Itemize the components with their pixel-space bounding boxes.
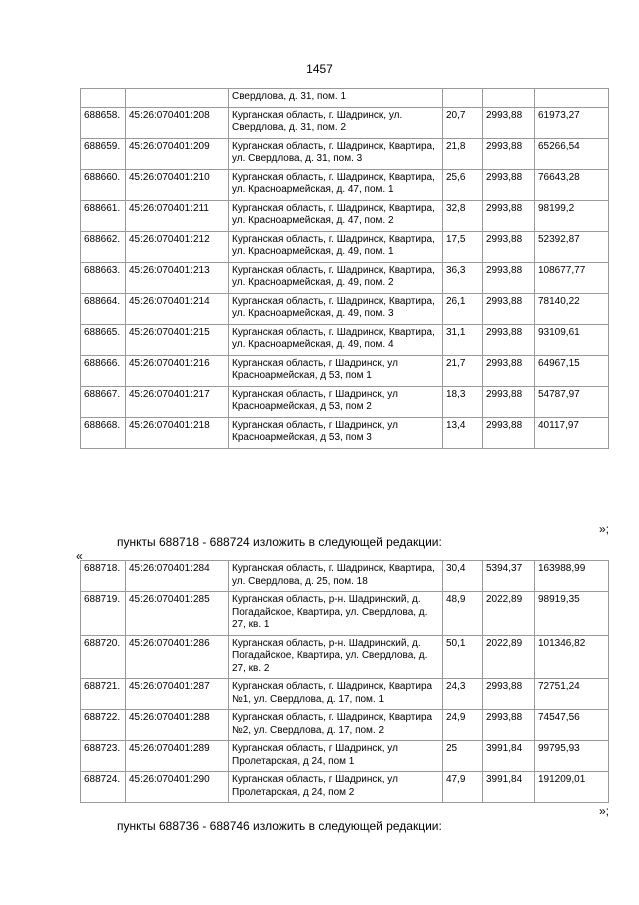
row-number-cell [81, 89, 126, 108]
row-number-cell: 688724. [81, 772, 126, 803]
specific-value-cell: 2993,88 [483, 231, 535, 262]
table-row [81, 741, 609, 772]
table-row [81, 561, 609, 592]
registry-table-2-body [81, 561, 609, 803]
specific-value-cell: 2993,88 [483, 417, 535, 448]
cadastral-value-cell: 52392,87 [535, 231, 609, 262]
specific-value-cell: 2993,88 [483, 262, 535, 293]
table-row [81, 710, 609, 741]
cadastral-value-cell [535, 89, 609, 108]
area-cell: 13,4 [443, 417, 483, 448]
cadastral-value-cell: 98199,2 [535, 200, 609, 231]
area-cell: 20,7 [443, 107, 483, 138]
area-cell: 26,1 [443, 293, 483, 324]
area-cell: 31,1 [443, 324, 483, 355]
area-cell: 17,5 [443, 231, 483, 262]
address-cell: Курганская область, г. Шадринск, Квартира, ул. Свердлова, д. 31, пом. 3 [229, 138, 443, 169]
table-row [81, 592, 609, 636]
address-cell: Курганская область, г. Шадринск, Квартира №2, ул. Свердлова, д. 17, пом. 2 [229, 710, 443, 741]
cadastral-number-cell: 45:26:070401:287 [126, 679, 229, 710]
cadastral-value-cell: 163988,99 [535, 561, 609, 592]
table-row [81, 417, 609, 448]
table-row [81, 324, 609, 355]
cadastral-value-cell: 72751,24 [535, 679, 609, 710]
row-number-cell: 688723. [81, 741, 126, 772]
address-cell: Курганская область, г. Шадринск, Квартира, ул. Красноармейская, д. 49, пом. 3 [229, 293, 443, 324]
table-row [81, 169, 609, 200]
address-cell: Курганская область, г. Шадринск, Квартира №1, ул. Свердлова, д. 17, пом. 1 [229, 679, 443, 710]
table-row [81, 262, 609, 293]
address-cell: Свердлова, д. 31, пом. 1 [229, 89, 443, 108]
row-number-cell: 688664. [81, 293, 126, 324]
specific-value-cell: 2993,88 [483, 355, 535, 386]
row-number-cell: 688658. [81, 107, 126, 138]
address-cell: Курганская область, г. Шадринск, ул. Свердлова, д. 31, пом. 2 [229, 107, 443, 138]
specific-value-cell: 2993,88 [483, 386, 535, 417]
table-row [81, 386, 609, 417]
specific-value-cell: 2022,89 [483, 592, 535, 636]
area-cell: 48,9 [443, 592, 483, 636]
cadastral-number-cell: 45:26:070401:218 [126, 417, 229, 448]
row-number-cell: 688667. [81, 386, 126, 417]
area-cell: 25,6 [443, 169, 483, 200]
address-cell: Курганская область, г Шадринск, ул Пролетарская, д 24, пом 2 [229, 772, 443, 803]
cadastral-value-cell: 54787,97 [535, 386, 609, 417]
cadastral-value-cell: 78140,22 [535, 293, 609, 324]
cadastral-value-cell: 101346,82 [535, 635, 609, 679]
row-number-cell: 688662. [81, 231, 126, 262]
specific-value-cell [483, 89, 535, 108]
row-number-cell: 688668. [81, 417, 126, 448]
table-row [81, 200, 609, 231]
cadastral-number-cell: 45:26:070401:211 [126, 200, 229, 231]
registry-table-1 [80, 88, 609, 449]
area-cell: 30,4 [443, 561, 483, 592]
table-row [81, 355, 609, 386]
cadastral-number-cell [126, 89, 229, 108]
row-number-cell: 688660. [81, 169, 126, 200]
cadastral-number-cell: 45:26:070401:210 [126, 169, 229, 200]
specific-value-cell: 2022,89 [483, 635, 535, 679]
area-cell: 36,3 [443, 262, 483, 293]
specific-value-cell: 5394,37 [483, 561, 535, 592]
area-cell: 21,7 [443, 355, 483, 386]
cadastral-value-cell: 40117,97 [535, 417, 609, 448]
area-cell: 50,1 [443, 635, 483, 679]
area-cell: 18,3 [443, 386, 483, 417]
row-number-cell: 688721. [81, 679, 126, 710]
address-cell: Курганская область, г. Шадринск, Квартира, ул. Красноармейская, д. 49, пом. 2 [229, 262, 443, 293]
cadastral-value-cell: 93109,61 [535, 324, 609, 355]
cadastral-number-cell: 45:26:070401:215 [126, 324, 229, 355]
cadastral-number-cell: 45:26:070401:217 [126, 386, 229, 417]
row-number-cell: 688719. [81, 592, 126, 636]
registry-table-1-body [81, 89, 609, 449]
cadastral-value-cell: 61973,27 [535, 107, 609, 138]
address-cell: Курганская область, р-н. Шадринский, д. Погадайское, Квартира, ул. Свердлова, д. 27, кв. 2 [229, 635, 443, 679]
address-cell: Курганская область, г Шадринск, ул Красноармейская, д 53, пом 1 [229, 355, 443, 386]
cadastral-number-cell: 45:26:070401:213 [126, 262, 229, 293]
address-cell: Курганская область, г. Шадринск, Квартира, ул. Красноармейская, д. 49, пом. 4 [229, 324, 443, 355]
row-number-cell: 688722. [81, 710, 126, 741]
specific-value-cell: 2993,88 [483, 138, 535, 169]
cadastral-number-cell: 45:26:070401:209 [126, 138, 229, 169]
cadastral-number-cell: 45:26:070401:214 [126, 293, 229, 324]
cadastral-number-cell: 45:26:070401:208 [126, 107, 229, 138]
area-cell [443, 89, 483, 108]
table-row [81, 89, 609, 108]
closing-quote: »; [598, 804, 609, 818]
address-cell: Курганская область, г Шадринск, ул Красноармейская, д 53, пом 2 [229, 386, 443, 417]
area-cell: 24,9 [443, 710, 483, 741]
row-number-cell: 688718. [81, 561, 126, 592]
address-cell: Курганская область, р-н. Шадринский, д. Погадайское, Квартира, ул. Свердлова, д. 27, кв. 1 [229, 592, 443, 636]
specific-value-cell: 2993,88 [483, 710, 535, 741]
cadastral-value-cell: 108677,77 [535, 262, 609, 293]
cadastral-value-cell: 65266,54 [535, 138, 609, 169]
area-cell: 47,9 [443, 772, 483, 803]
table-row [81, 635, 609, 679]
area-cell: 32,8 [443, 200, 483, 231]
address-cell: Курганская область, г. Шадринск, Квартира, ул. Красноармейская, д. 47, пом. 1 [229, 169, 443, 200]
row-number-cell: 688720. [81, 635, 126, 679]
closing-quote: »; [598, 522, 609, 536]
cadastral-number-cell: 45:26:070401:290 [126, 772, 229, 803]
address-cell: Курганская область, г Шадринск, ул Пролетарская, д 24, пом 1 [229, 741, 443, 772]
cadastral-value-cell: 74547,56 [535, 710, 609, 741]
cadastral-number-cell: 45:26:070401:216 [126, 355, 229, 386]
cadastral-value-cell: 98919,35 [535, 592, 609, 636]
row-number-cell: 688665. [81, 324, 126, 355]
cadastral-number-cell: 45:26:070401:286 [126, 635, 229, 679]
specific-value-cell: 2993,88 [483, 169, 535, 200]
page-number: 1457 [306, 62, 333, 76]
row-number-cell: 688659. [81, 138, 126, 169]
specific-value-cell: 2993,88 [483, 324, 535, 355]
specific-value-cell: 2993,88 [483, 293, 535, 324]
address-cell: Курганская область, г Шадринск, ул Красноармейская, д 53, пом 3 [229, 417, 443, 448]
area-cell: 25 [443, 741, 483, 772]
specific-value-cell: 2993,88 [483, 679, 535, 710]
address-cell: Курганская область, г. Шадринск, Квартира, ул. Красноармейская, д. 49, пом. 1 [229, 231, 443, 262]
table-row [81, 107, 609, 138]
cadastral-value-cell: 191209,01 [535, 772, 609, 803]
specific-value-cell: 2993,88 [483, 107, 535, 138]
opening-quote: « [76, 549, 83, 563]
table-row [81, 231, 609, 262]
cadastral-value-cell: 76643,28 [535, 169, 609, 200]
specific-value-cell: 3991,84 [483, 741, 535, 772]
row-number-cell: 688661. [81, 200, 126, 231]
cadastral-number-cell: 45:26:070401:285 [126, 592, 229, 636]
cadastral-number-cell: 45:26:070401:289 [126, 741, 229, 772]
area-cell: 24,3 [443, 679, 483, 710]
table-row [81, 293, 609, 324]
cadastral-value-cell: 99795,93 [535, 741, 609, 772]
address-cell: Курганская область, г. Шадринск, Квартира, ул. Свердлова, д. 25, пом. 18 [229, 561, 443, 592]
table-row [81, 679, 609, 710]
area-cell: 21,8 [443, 138, 483, 169]
cadastral-number-cell: 45:26:070401:212 [126, 231, 229, 262]
cadastral-number-cell: 45:26:070401:284 [126, 561, 229, 592]
cadastral-value-cell: 64967,15 [535, 355, 609, 386]
table-row [81, 772, 609, 803]
row-number-cell: 688663. [81, 262, 126, 293]
specific-value-cell: 3991,84 [483, 772, 535, 803]
specific-value-cell: 2993,88 [483, 200, 535, 231]
amendment-instruction: пункты 688718 - 688724 изложить в следующей редакции: [117, 535, 442, 549]
cadastral-number-cell: 45:26:070401:288 [126, 710, 229, 741]
row-number-cell: 688666. [81, 355, 126, 386]
address-cell: Курганская область, г. Шадринск, Квартира, ул. Красноармейская, д. 47, пом. 2 [229, 200, 443, 231]
registry-table-2 [80, 560, 609, 803]
table-row [81, 138, 609, 169]
amendment-instruction: пункты 688736 - 688746 изложить в следующей редакции: [117, 819, 442, 833]
